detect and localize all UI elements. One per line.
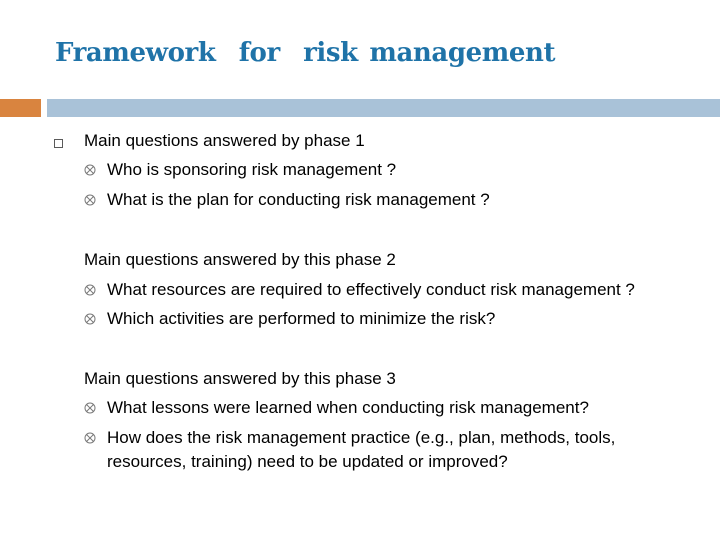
list-item (84, 158, 704, 182)
list-item (84, 278, 704, 302)
accent-bar (0, 99, 41, 117)
list-item-text: What resources are required to effectively conduct risk management ? (107, 280, 635, 299)
section-heading-phase-3: Main questions answered by this phase 3 (84, 369, 396, 388)
section-heading-phase-2: Main questions answered by this phase 2 (84, 250, 396, 269)
list-item-text: What is the plan for conducting risk management ? (107, 190, 490, 209)
section-heading-phase-1: Main questions answered by phase 1 (84, 131, 365, 150)
slide-title: Framework for risk management (55, 38, 556, 68)
list-item-text: Who is sponsoring risk management ? (107, 160, 397, 179)
cross-circle-bullet-icon (84, 164, 96, 176)
list-item (84, 426, 674, 474)
cross-circle-bullet-icon (84, 284, 96, 296)
cross-circle-bullet-icon (84, 432, 96, 444)
list-item (84, 188, 704, 212)
list-item-text: What lessons were learned when conducting risk management? (107, 398, 589, 417)
header-bar (47, 99, 720, 117)
cross-circle-bullet-icon (84, 194, 96, 206)
list-item-text: Which activities are performed to minimize the risk? (107, 309, 496, 328)
cross-circle-bullet-icon (84, 402, 96, 414)
square-bullet-icon (54, 139, 63, 148)
list-item (84, 307, 704, 331)
list-item (84, 396, 704, 420)
list-item-text: How does the risk management practice (e.g., plan, methods, tools, resources, training) need to be updated or improved? (107, 428, 616, 471)
cross-circle-bullet-icon (84, 313, 96, 325)
